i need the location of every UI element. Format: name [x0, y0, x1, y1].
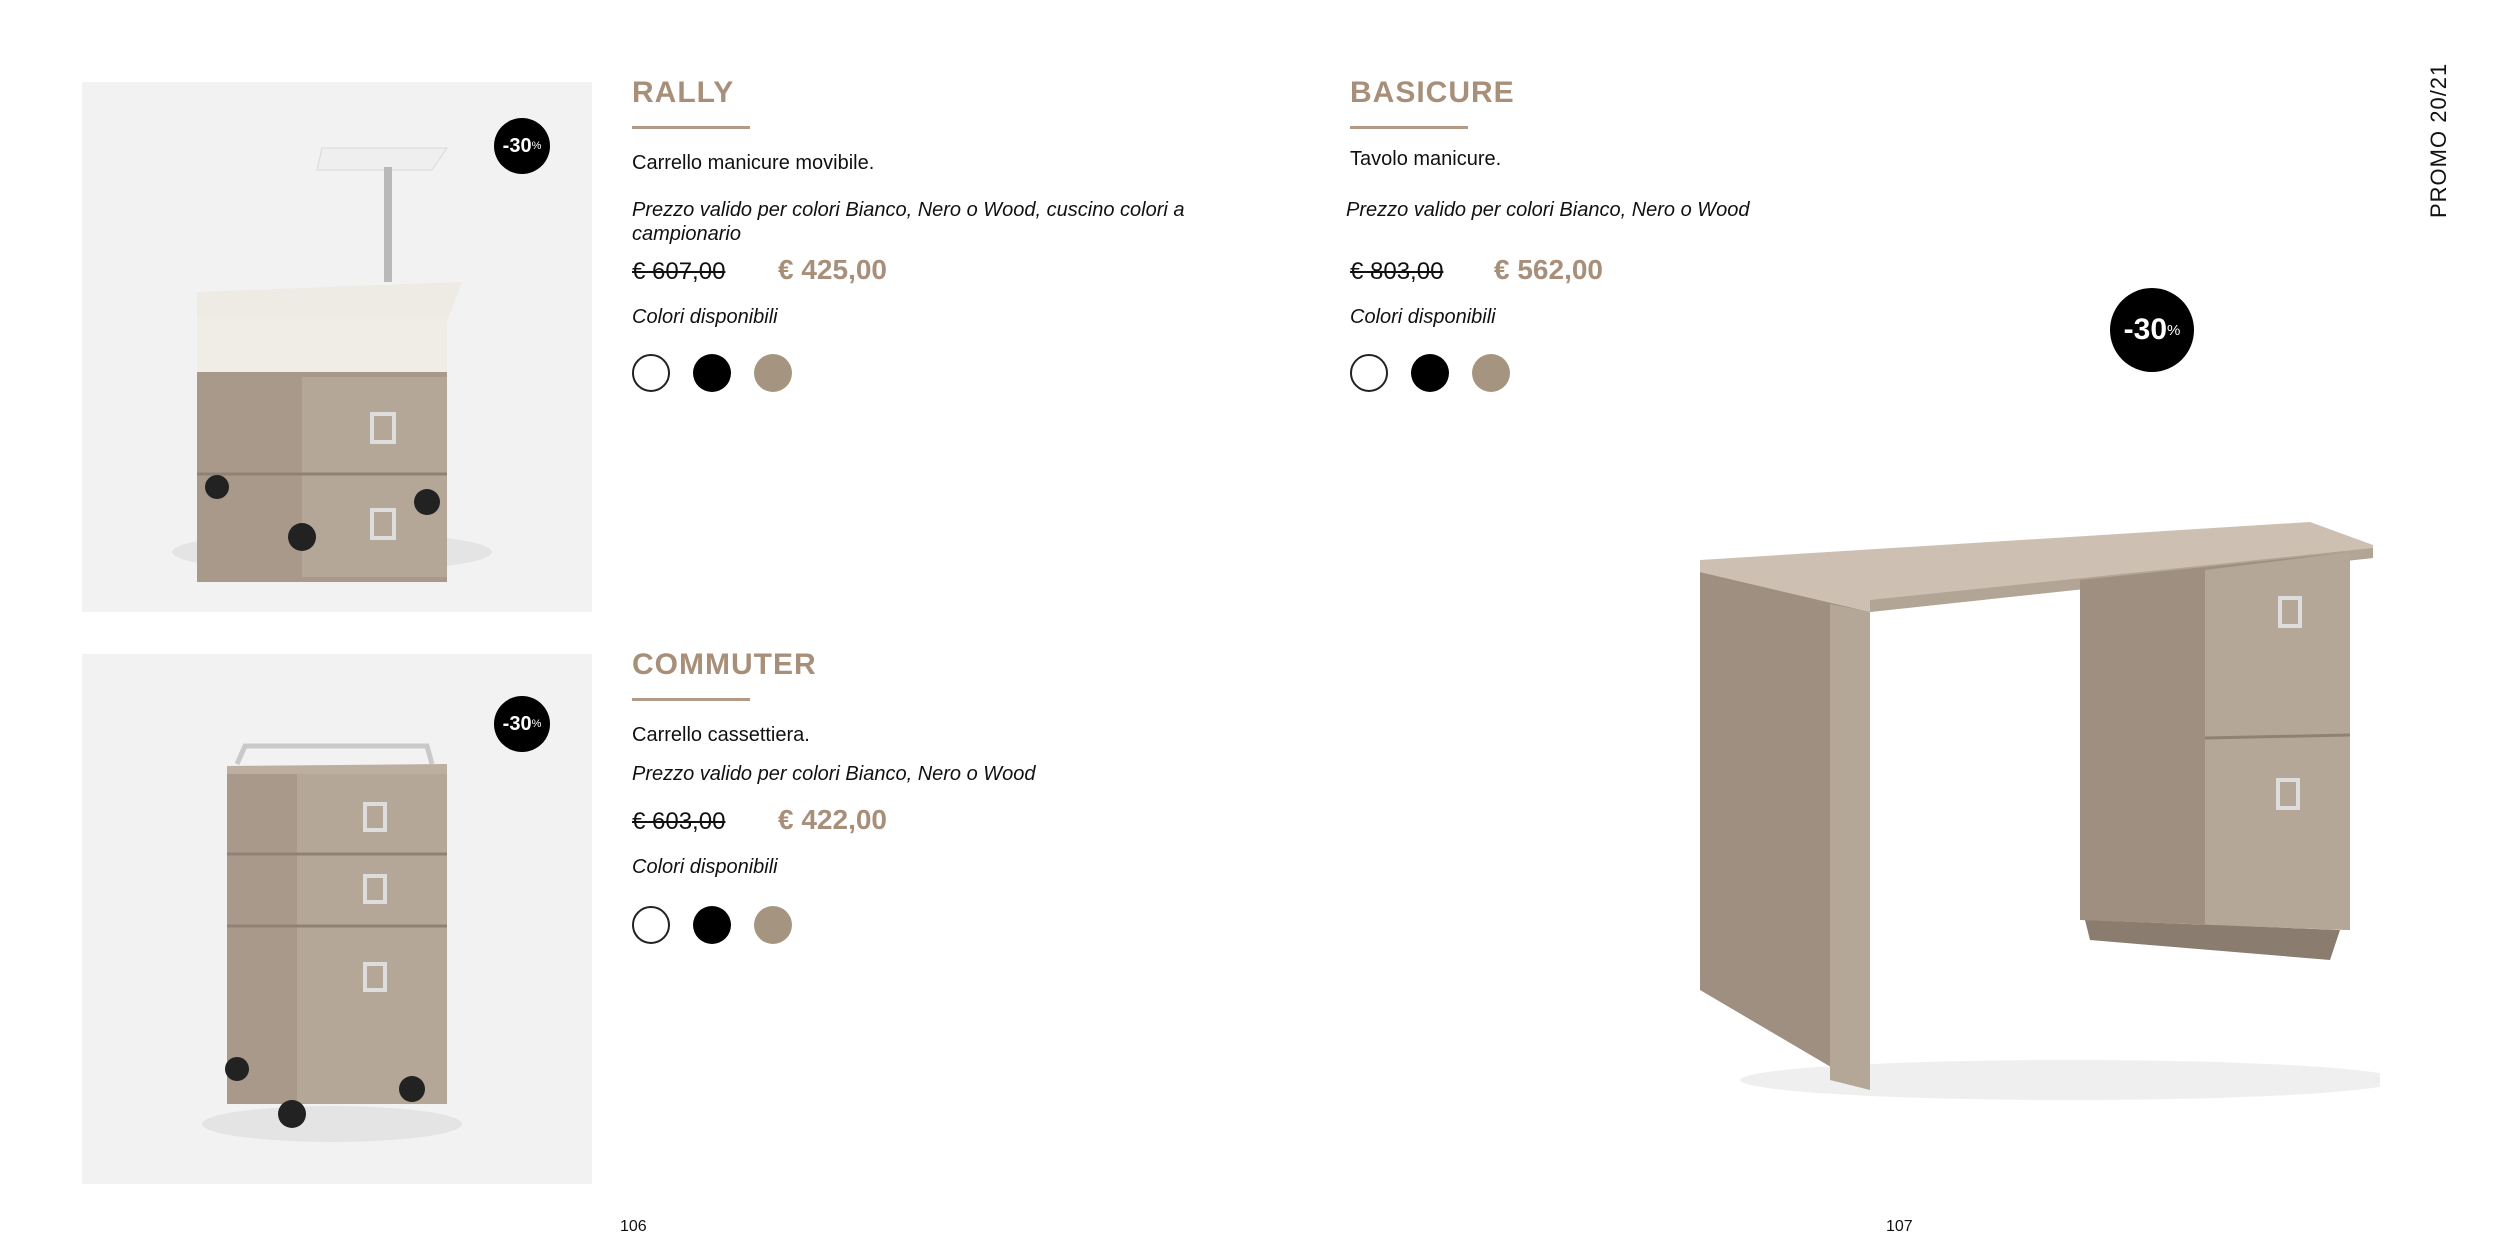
- basicure-title: BASICURE: [1350, 76, 1515, 109]
- rally-discount-badge: -30 %: [494, 118, 550, 174]
- basicure-swatch-white[interactable]: [1350, 354, 1388, 392]
- basicure-description: Tavolo manicure.: [1350, 148, 1502, 170]
- commuter-title: COMMUTER: [632, 648, 817, 681]
- basicure-discount-badge: -30 %: [2110, 288, 2194, 372]
- commuter-colors-label: Colori disponibili: [632, 856, 778, 878]
- basicure-swatch-black[interactable]: [1411, 354, 1449, 392]
- commuter-swatch-black[interactable]: [693, 906, 731, 944]
- rally-new-price: € 425,00: [778, 254, 887, 285]
- page-number-left: 106: [620, 1218, 647, 1235]
- rally-colors-label: Colori disponibili: [632, 306, 778, 328]
- commuter-old-price: € 603,00: [632, 808, 726, 835]
- page-number-right: 107: [1886, 1218, 1913, 1235]
- rally-swatch-black[interactable]: [693, 354, 731, 392]
- commuter-swatch-white[interactable]: [632, 906, 670, 944]
- commuter-new-price: € 422,00: [778, 804, 887, 835]
- basicure-desk-illustration: [1680, 500, 2380, 1110]
- commuter-photo: [82, 654, 592, 1184]
- promo-side-label: PROMO 20/21: [2426, 62, 2451, 218]
- basicure-price-note: Prezzo valido per colori Bianco, Nero o Wood: [1346, 199, 1750, 221]
- rally-title-rule: [632, 126, 750, 129]
- rally-photo: [82, 82, 592, 612]
- commuter-price-note: Prezzo valido per colori Bianco, Nero o Wood: [632, 763, 1036, 785]
- commuter-swatch-wood[interactable]: [754, 906, 792, 944]
- basicure-old-price: € 803,00: [1350, 258, 1444, 285]
- rally-old-price: € 607,00: [632, 258, 726, 285]
- rally-swatch-white[interactable]: [632, 354, 670, 392]
- basicure-title-rule: [1350, 126, 1468, 129]
- basicure-new-price: € 562,00: [1494, 254, 1603, 285]
- rally-description: Carrello manicure movibile.: [632, 152, 875, 174]
- basicure-swatch-wood[interactable]: [1472, 354, 1510, 392]
- rally-swatch-wood[interactable]: [754, 354, 792, 392]
- rally-title: RALLY: [632, 76, 735, 109]
- basicure-colors-label: Colori disponibili: [1350, 306, 1496, 328]
- commuter-discount-badge: -30 %: [494, 696, 550, 752]
- commuter-description: Carrello cassettiera.: [632, 724, 810, 746]
- commuter-title-rule: [632, 698, 750, 701]
- basicure-photo: [1680, 500, 2380, 1110]
- rally-price-note: Prezzo valido per colori Bianco, Nero o Wood, cuscino colori a campionario: [632, 199, 1185, 245]
